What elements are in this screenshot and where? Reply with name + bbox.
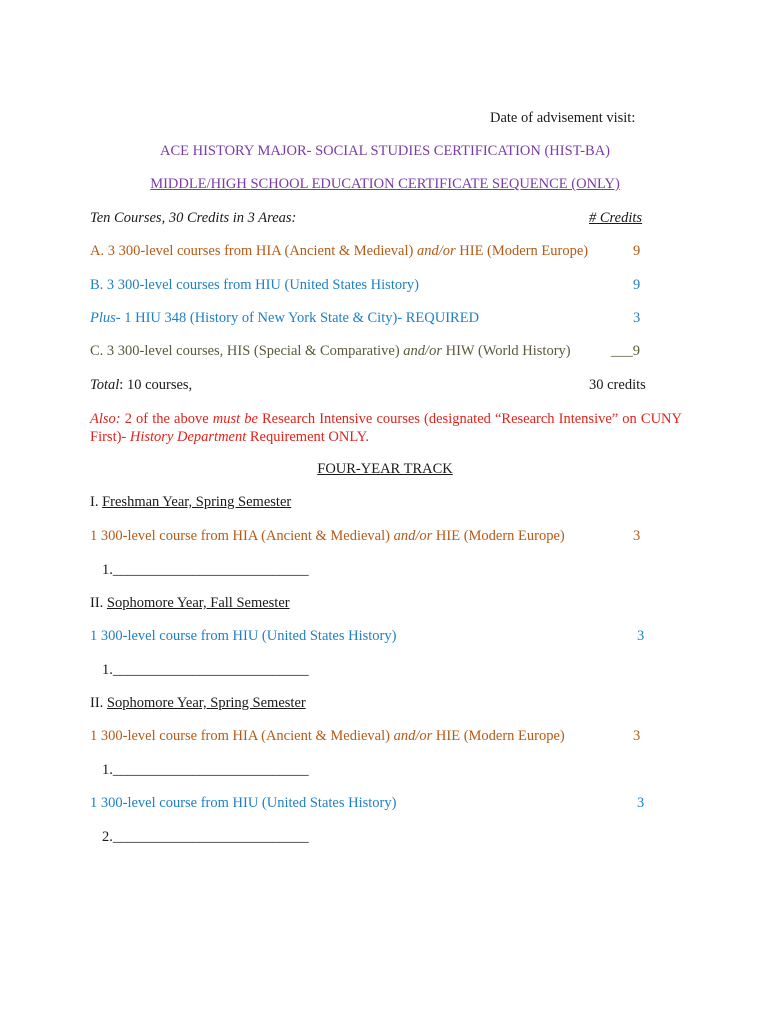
history-department: History Department [129,429,247,445]
course-entry-blank[interactable]: 1.___________________________ [102,662,309,678]
requirement-a-andor: and/or [416,243,456,259]
four-year-track-title: FOUR-YEAR TRACK [317,461,453,477]
total-text: : 10 courses, [119,377,193,393]
research-intensive-note [90,410,682,446]
requirement-plus-text: - 1 HIU 348 (History of New York State & City)- REQUIRED [115,310,480,326]
document-subtitle: MIDDLE/HIGH SCHOOL EDUCATION CERTIFICATE SEQUENCE (ONLY) [150,176,620,192]
total-line [90,377,770,394]
requirement-c-tail: HIW (World History) [441,343,571,359]
credits-column-header: # Credits [589,210,643,226]
requirement-a-credits: 9 [633,243,641,259]
course-text: 1 300-level course from HIA (Ancient & Medieval) [90,528,394,544]
requirement-b: B. 3 300-level courses from HIU (United States History) [90,277,420,293]
course-line [90,728,770,745]
total-credits: 30 credits [589,377,646,393]
section-heading [90,695,770,712]
course-line: 1 300-level course from HIU (United States History) [90,795,397,811]
section-roman: II. [90,695,107,711]
section-title: Sophomore Year, Fall Semester [106,595,290,611]
course-credits: 3 [637,795,645,811]
requirement-a [90,243,770,260]
course-text: 1 300-level course from HIA (Ancient & Medieval) [90,728,394,744]
also-word: Also: [90,411,121,427]
also-part1: 2 of the above [120,411,213,427]
section-title: Sophomore Year, Spring Semester [106,695,306,711]
course-line: 1 300-level course from HIU (United States History) [90,628,397,644]
requirements-intro: Ten Courses, 30 Credits in 3 Areas: [90,210,297,226]
course-entry-blank[interactable]: 2.___________________________ [102,829,309,845]
section-heading [90,494,770,511]
requirement-c-andor: and/or [403,343,442,359]
course-entry-blank[interactable]: 1.___________________________ [102,562,309,578]
must-be: must be [212,411,258,427]
requirement-b-credits: 9 [633,277,641,293]
requirement-c [90,343,770,360]
course-credits: 3 [637,628,645,644]
section-roman: I. [90,494,103,510]
total-label: Total [90,377,120,393]
requirement-plus-credits: 3 [633,310,641,326]
course-credits: 3 [633,528,641,544]
document-title: ACE HISTORY MAJOR- SOCIAL STUDIES CERTIFICATION (HIST-BA) [160,143,610,159]
course-entry-blank[interactable]: 1.___________________________ [102,762,309,778]
course-credits: 3 [633,728,641,744]
requirement-a-text: A. 3 300-level courses from HIA (Ancient & Medieval) [90,243,417,259]
date-of-visit-label: Date of advisement visit: [490,110,636,126]
requirement-plus [90,310,770,327]
course-tail: HIE (Modern Europe) [432,728,565,744]
also-part3: Requirement ONLY. [246,429,369,445]
section-title: Freshman Year, Spring Semester [102,494,292,510]
course-line [90,528,770,545]
requirement-c-text: C. 3 300-level courses, HIS (Special & Comparative) [90,343,404,359]
course-andor: and/or [393,728,433,744]
requirement-plus-word: Plus [90,310,116,326]
requirement-a-tail: HIE (Modern Europe) [455,243,589,259]
section-roman: II. [90,595,107,611]
course-tail: HIE (Modern Europe) [432,528,565,544]
also-part2: Research Intensive courses (designated “Research Intensive” on CUNY First)- [90,411,682,445]
course-andor: and/or [393,528,433,544]
section-heading [90,595,770,612]
requirement-c-credits: ___9 [611,343,640,359]
